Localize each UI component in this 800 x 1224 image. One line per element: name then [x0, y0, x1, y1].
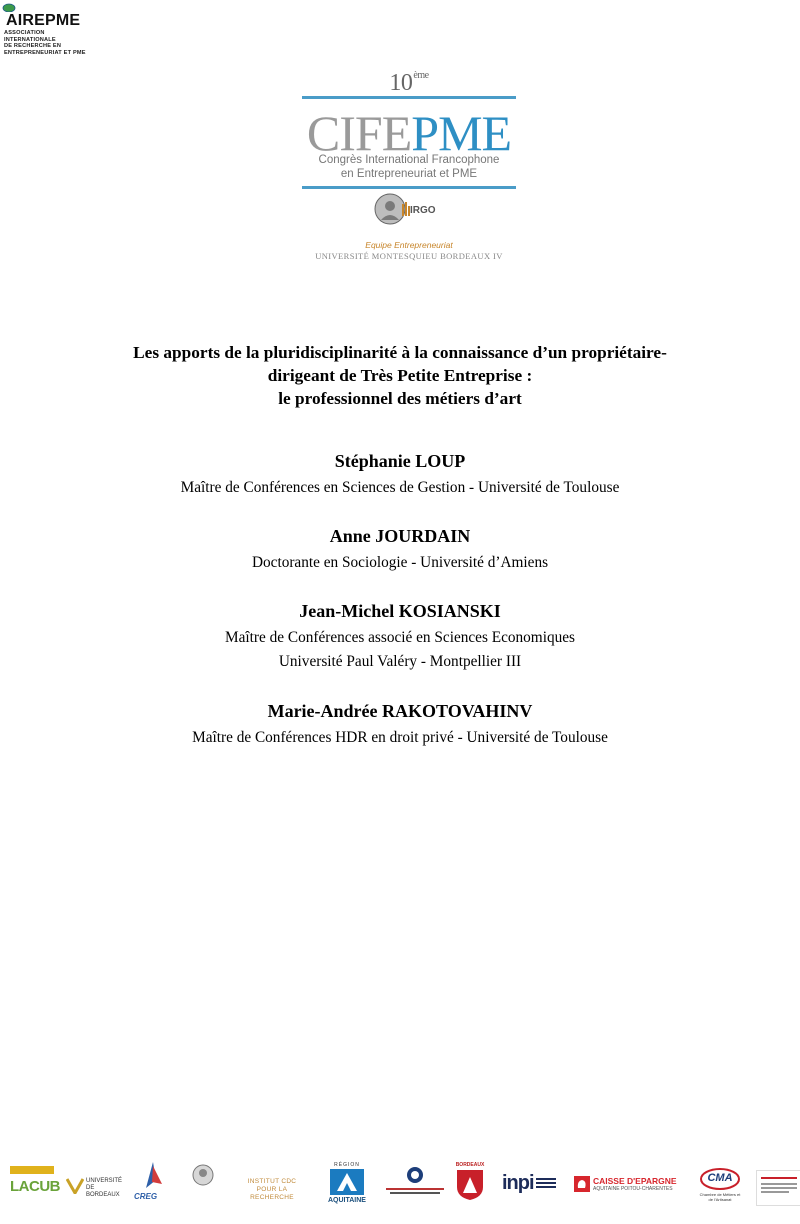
- chamber-commerce-logo: [756, 1170, 800, 1206]
- cma-logo: CMA Chambre de Métiers et de l'Artisanat: [698, 1168, 742, 1212]
- congress-name: Congrès International Francophone en Entrepreneuriat et PME: [318, 154, 500, 180]
- creg-logo: CREG: [134, 1162, 174, 1208]
- technopole-logo: [386, 1166, 444, 1206]
- team-label: Equipe Entrepreneuriat: [365, 240, 453, 250]
- globe-icon: [2, 2, 16, 12]
- author-affiliation: Maître de Conférences associé en Sciences Economiques: [225, 629, 575, 646]
- cdc-logo: INSTITUT CDC POUR LA RECHERCHE: [247, 1178, 297, 1201]
- logo-bottom-rule: [302, 186, 516, 189]
- inpi-logo: inpi: [502, 1172, 558, 1202]
- author-affiliation: Maître de Conférences en Sciences de Gestion - Université de Toulouse: [180, 479, 620, 496]
- round-seal-logo: [188, 1164, 218, 1204]
- creg-mark-icon: [142, 1162, 164, 1190]
- author-affiliation: Doctorante en Sociologie - Université d’Amiens: [251, 554, 549, 571]
- title-line: dirigeant de Très Petite Entreprise :: [267, 366, 533, 385]
- aquitaine-logo: RÉGION AQUITAINE: [328, 1162, 366, 1204]
- author-name: Anne JOURDAIN: [329, 526, 471, 546]
- author-name: Marie-Andrée RAKOTOVAHINV: [267, 701, 533, 721]
- circle-badge-icon: [406, 1166, 424, 1184]
- squirrel-icon: [574, 1176, 590, 1192]
- title-line: Les apports de la pluridisciplinarité à la connaissance d’un propriétaire-: [133, 343, 667, 362]
- airepme-name: AIREPME: [6, 12, 81, 29]
- title-line: le professionnel des métiers d’art: [278, 389, 522, 408]
- author-affiliation: Maître de Conférences HDR en droit privé - Université de Toulouse: [192, 729, 608, 746]
- author-name: Jean-Michel KOSIANSKI: [299, 601, 501, 621]
- cub-logo: LACUB: [10, 1166, 54, 1202]
- ubx-mark-icon: [66, 1178, 84, 1194]
- shield-icon: [456, 1169, 484, 1201]
- cifepme-logo: [296, 68, 522, 268]
- university-label: UNIVERSITÉ MONTESQUIEU BORDEAUX IV: [315, 251, 503, 261]
- author-affiliation: Université Paul Valéry - Montpellier III: [278, 653, 522, 670]
- bordeaux-logo: BORDEAUX: [454, 1162, 486, 1206]
- irgo-label: IRGO: [410, 205, 436, 216]
- sponsor-logos: [0, 1158, 800, 1224]
- edition-label: 10ème: [389, 70, 429, 96]
- airepme-subtitle: ASSOCIATION INTERNATIONALE DE RECHERCHE EN ENTREPRENEURIAT ET PME: [4, 30, 86, 56]
- airepme-logo: [2, 2, 86, 54]
- seal-icon: [192, 1164, 214, 1186]
- paper-title: [40, 341, 760, 410]
- caisse-epargne-logo: CAISSE D'EPARGNE AQUITAINE POITOU-CHARENTES: [574, 1176, 684, 1198]
- aquitaine-a-icon: [334, 1172, 360, 1192]
- logo-top-rule: [302, 96, 516, 99]
- irgo-mark-icon: [402, 202, 410, 216]
- author-name: Stéphanie LOUP: [334, 451, 466, 471]
- ubx-logo: UNIVERSITÉ DE BORDEAUX: [66, 1176, 128, 1200]
- cifepme-brand: CIFEPME: [306, 105, 512, 161]
